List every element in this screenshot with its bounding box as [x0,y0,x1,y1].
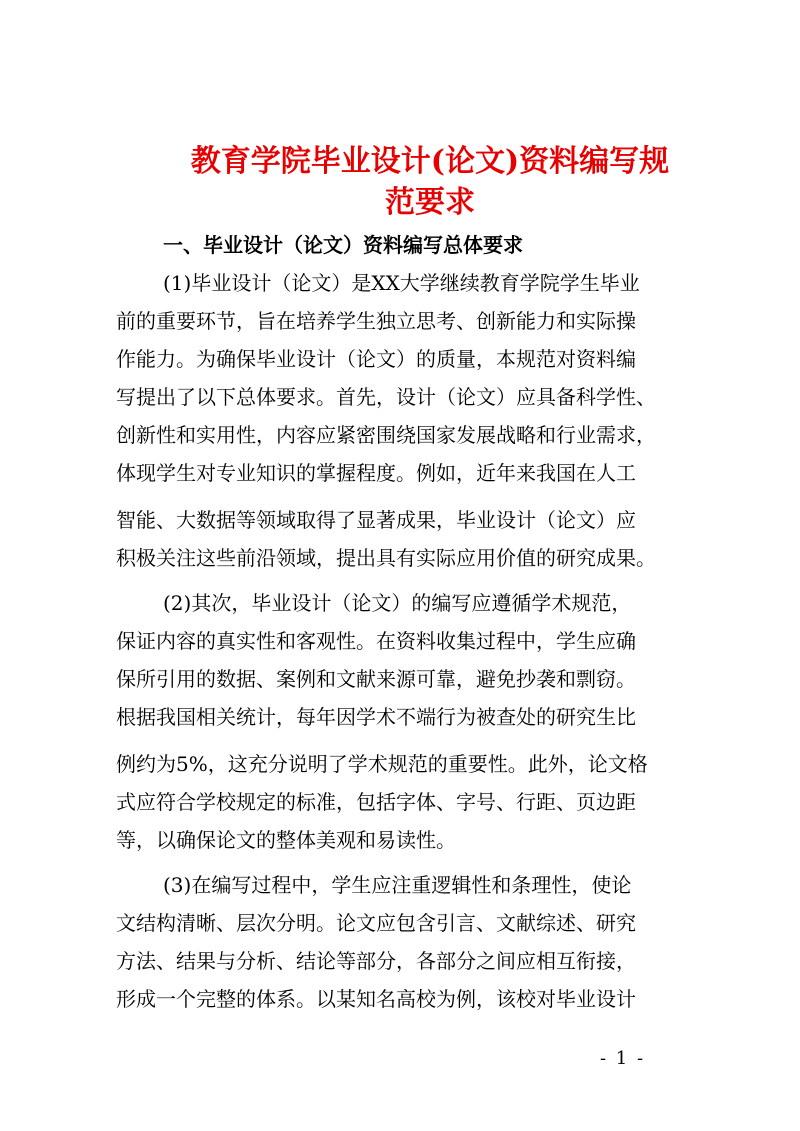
section-heading: 一、毕业设计（论文）资料编写总体要求 [163,233,523,257]
paragraph-1-line: 体现学生对专业知识的掌握程度。例如，近年来我国在人工 [116,461,636,485]
paragraph-1-line: (1)毕业设计（论文）是XX大学继续教育学院学生毕业 [163,271,640,295]
document-title-line-1: 教育学院毕业设计(论文)资料编写规 [190,144,670,179]
paragraph-1-line: 积极关注这些前沿领域，提出具有实际应用价值的研究成果。 [116,546,656,570]
paragraph-1-line: 写提出了以下总体要求。首先，设计（论文）应具备科学性、 [116,385,656,409]
paragraph-2-line: 例约为5%，这充分说明了学术规范的重要性。此外，论文格 [116,752,648,776]
paragraph-3-line: 方法、结果与分析、结论等部分，各部分之间应相互衔接， [116,949,636,973]
paragraph-2-line: 保所引用的数据、案例和文献来源可靠，避免抄袭和剽窃。 [116,667,636,691]
paragraph-2-line: 式应符合学校规定的标准，包括字体、字号、行距、页边距 [116,790,636,814]
paragraph-2-line: 保证内容的真实性和客观性。在资料收集过程中，学生应确 [116,629,636,653]
document-title-line-2: 范要求 [385,185,475,220]
page-number: - 1 - [600,1048,646,1069]
paragraph-1-line: 作能力。为确保毕业设计（论文）的质量，本规范对资料编 [116,347,636,371]
paragraph-2-line: 根据我国相关统计，每年因学术不端行为被查处的研究生比 [116,705,636,729]
paragraph-1-line: 智能、大数据等领域取得了显著成果，毕业设计（论文）应 [116,508,636,532]
paragraph-2-line: (2)其次，毕业设计（论文）的编写应遵循学术规范， [163,591,632,615]
paragraph-3-line: 文结构清晰、层次分明。论文应包含引言、文献综述、研究 [116,911,636,935]
paragraph-1-line: 创新性和实用性，内容应紧密围绕国家发展战略和行业需求， [116,423,656,447]
paragraph-3-line: 形成一个完整的体系。以某知名高校为例，该校对毕业设计 [116,987,636,1011]
paragraph-1-line: 前的重要环节，旨在培养学生独立思考、创新能力和实际操 [116,309,636,333]
paragraph-2-line: 等，以确保论文的整体美观和易读性。 [116,828,456,852]
paragraph-3-line: (3)在编写过程中，学生应注重逻辑性和条理性，使论 [163,873,632,897]
